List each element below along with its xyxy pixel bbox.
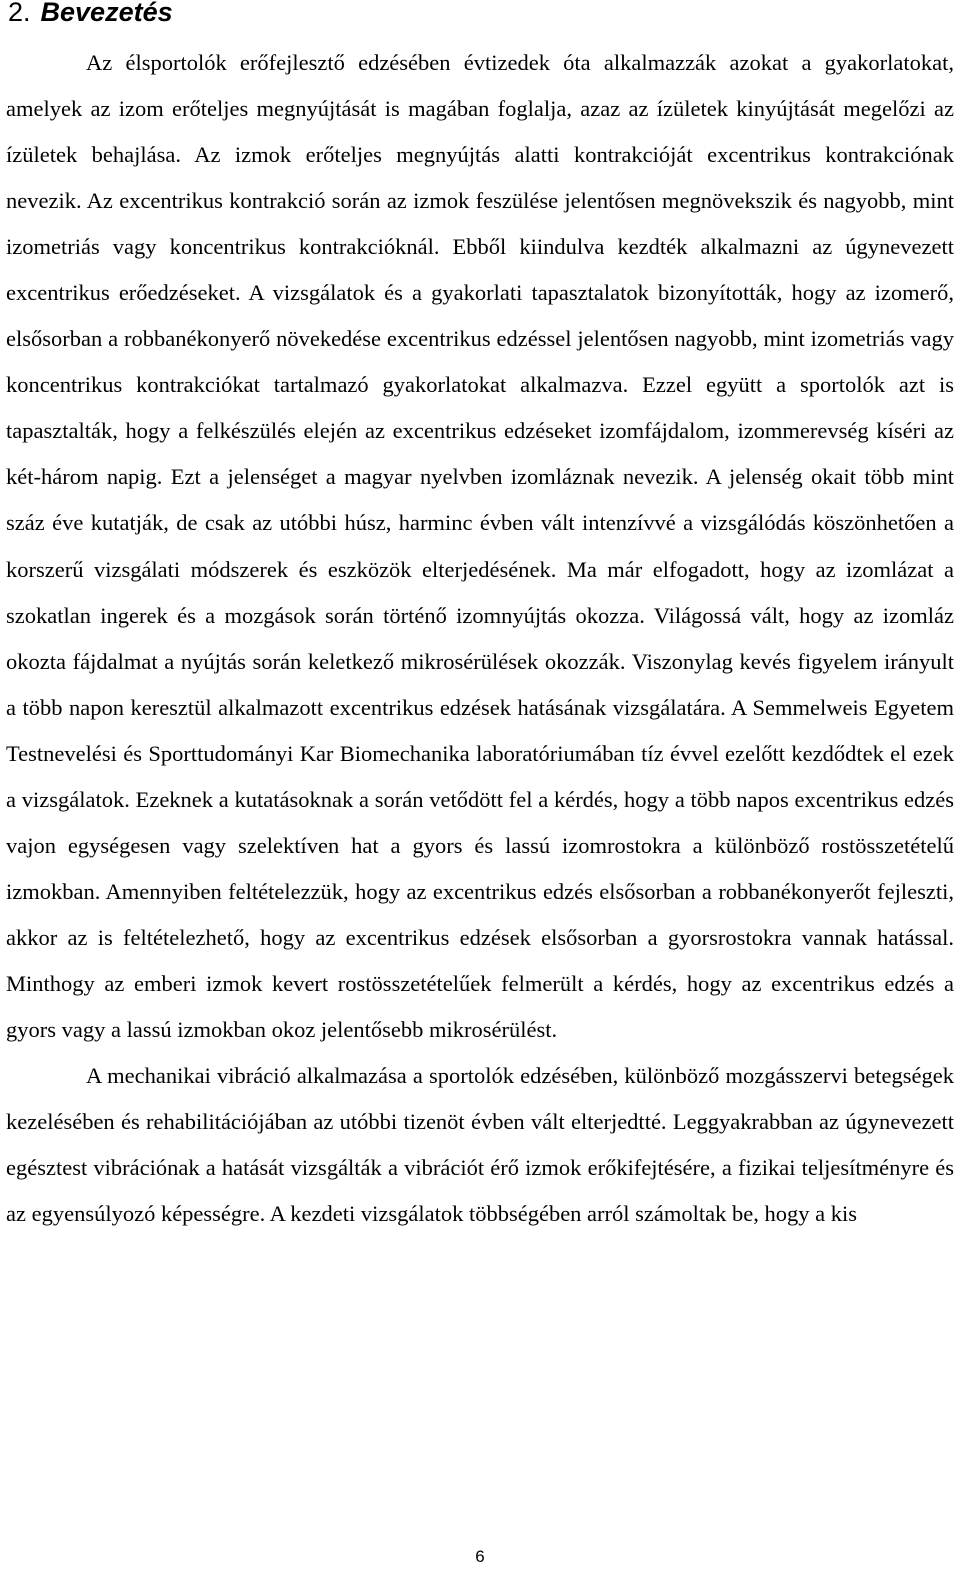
paragraph-1: Az élsportolók erőfejlesztő edzésében évtizedek óta alkalmazzák azokat a gyakorlatokat, amelyek az izom erőteljes megnyújtását is magában foglalja, azaz az ízületek kinyújtását megelőzi az ízületek behajlása. Az izmok erőteljes megnyújtás alatti kontrakcióját excentrikus kontrakciónak nevezik. Az excentrikus kontrakció során az izmok feszülése jelentősen megnövekszik és nagyobb, mint izometriás vagy koncentrikus kontrakcióknál. Ebből kiindulva kezdték alkalmazni az úgynevezett excentrikus erőedzéseket. A vizsgálatok és a gyakorlati tapasztalatok bizonyították, hogy az izomerő, elsősorban a robbanékonyerő növekedése excentrikus edzéssel jelentősen nagyobb, mint izometriás vagy koncentrikus kontrakciókat tartalmazó gyakorlatokat alkalmazva. Ezzel együtt a sportolók azt is tapasztalták, hogy a felkészülés elején az excentrikus edzéseket izomfájdalom, izommerevség kíséri az két-három napig. Ezt a jelenséget a magyar nyelvben izomláznak nevezik. A jelenség okait több mint száz éve kutatják, de csak az utóbbi húsz, harminc évben vált intenzívvé a vizsgálódás köszönhetően a korszerű vizsgálati módszerek és eszközök elterjedésének. Ma már elfogadott, hogy az izomlázat a szokatlan ingerek és a mozgások során történő izomnyújtás okozza. Világossá vált, hogy az izomláz okozta fájdalmat a nyújtás során keletkező mikrosérülések okozzák. Viszonylag kevés figyelem irányult a több napon keresztül alkalmazott excentrikus edzések hatásának vizsgálatára. A Semmelweis Egyetem Testnevelési és Sporttudományi Kar Biomechanika laboratóriumában tíz évvel ezelőtt kezdődtek el ezek a vizsgálatok. Ezeknek a kutatásoknak a során vetődött fel a kérdés, hogy a több napos excentrikus edzés vajon egységesen vagy szelektíven hat a gyors és lassú izomrostokra a különböző rostösszetételű izmokban. Amennyiben feltételezzük, hogy az excentrikus edzés elsősorban a robbanékonyerőt fejleszti, akkor az is feltételezhető, hogy az excentrikus edzések elsősorban a gyorsrostokra vannak hatással. Minthogy az emberi izmok kevert rostösszetételűek felmerült a kérdés, hogy az excentrikus edzés a gyors vagy a lassú izmokban okoz jelentősebb mikrosérülést. <box>6 50 954 1042</box>
page-number: 6 <box>475 1547 485 1566</box>
section-title: Bevezetés <box>40 0 173 27</box>
body-text <box>6 40 954 1237</box>
paragraph-2: A mechanikai vibráció alkalmazása a sportolók edzésében, különböző mozgásszervi betegségek kezelésében és rehabilitációjában az utóbbi tizenöt évben vált elterjedtté. Leggyakrabban az úgynevezett egésztest vibrációnak a hatását vizsgálták a vibrációt érő izmok erőkifejtésére, a fizikai teljesítményre és az egyensúlyozó képességre. A kezdeti vizsgálatok többségében arról számoltak be, hogy a kis <box>6 1063 954 1227</box>
section-heading <box>8 0 173 32</box>
section-number: 2. <box>8 0 31 27</box>
